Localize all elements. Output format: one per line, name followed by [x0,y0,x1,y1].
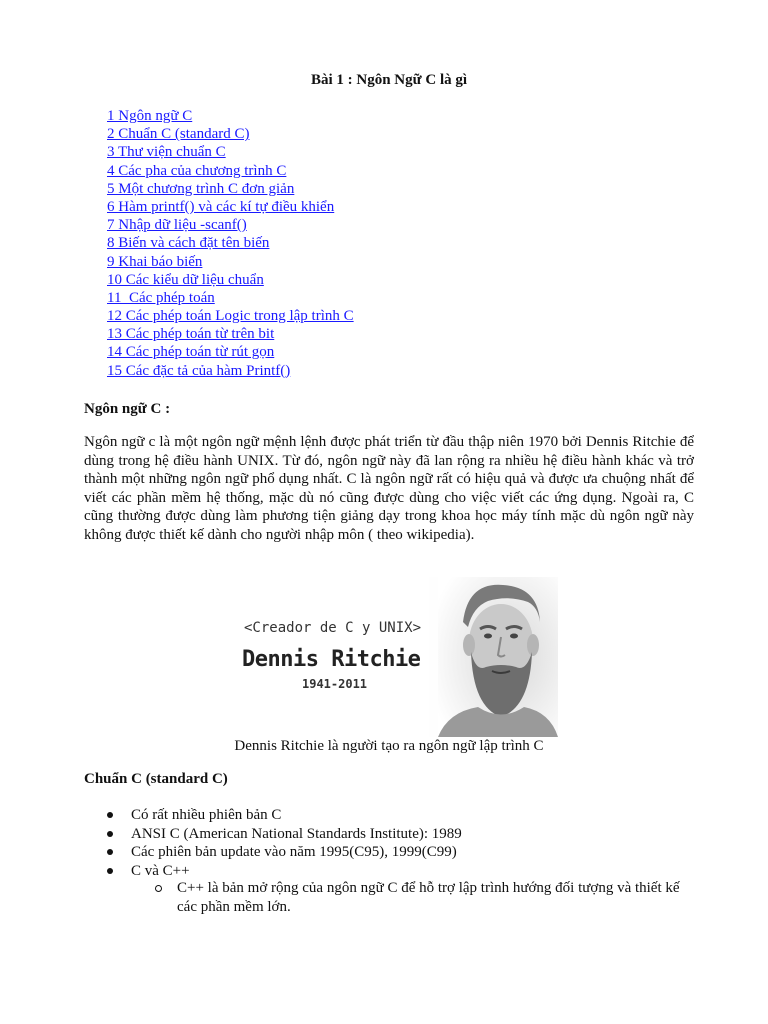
bullet-icon [107,831,113,837]
toc-link[interactable]: 13 Các phép toán từ trên bit [107,326,275,343]
circle-bullet-icon [155,885,162,892]
list-item [105,825,462,844]
toc-link[interactable]: 12 Các phép toán Logic trong lập trình C [107,308,354,325]
toc-item[interactable] [107,180,354,198]
dennis-ritchie-figure [228,577,558,737]
toc-link[interactable]: 5 Một chương trình C đơn giản [107,180,295,197]
figure-caption: Dennis Ritchie là người tạo ra ngôn ngữ lập trình C [234,738,544,754]
list-item [105,843,462,862]
toc-link[interactable]: 3 Thư viện chuẩn C [107,144,226,161]
intro-paragraph: Ngôn ngữ c là một ngôn ngữ mệnh lệnh được phát triển từ đầu thập niên 1970 bởi Dennis Ritchie để dùng trong hệ điều hành UNIX. Từ đó, ngôn ngữ này đã lan rộng ra nhiều hệ điều hành khác và trở thành một những ngôn ngữ phổ dụng nhất. C là ngôn ngữ rất có hiệu quả và được ưa chuộng nhất để viết các phần mềm hệ thống, mặc dù nó cũng được dùng cho việc viết các ứng dụng. Ngoài ra, C cũng thường được dùng làm phương tiện giảng dạy trong khoa học máy tính mặc dù ngôn ngữ này không được thiết kế dành cho người nhập môn ( theo wikipedia). [84,434,694,543]
toc-link[interactable]: 11 Các phép toán [107,289,215,306]
toc-item[interactable] [107,125,354,143]
bullet-icon [107,849,113,855]
toc-link[interactable]: 7 Nhập dữ liệu -scanf() [107,217,247,234]
toc-item[interactable] [107,216,354,234]
toc-link[interactable]: 14 Các phép toán từ rút gọn [107,344,275,361]
bullet-icon [107,812,113,818]
sub-list-item-text: C++ là bản mở rộng của ngôn ngữ C để hỗ trợ lập trình hướng đối tượng và thiết kế các phần mềm lớn. [177,880,680,915]
toc-link[interactable]: 10 Các kiểu dữ liệu chuẩn [107,271,264,288]
portrait-image [438,577,558,737]
toc-item[interactable] [107,307,354,325]
list-item-text: Có rất nhiều phiên bản C [131,807,282,823]
list-item-text: Các phiên bản update vào năm 1995(C95), 1999(C99) [131,844,457,860]
table-of-contents [107,107,354,380]
list-item [105,862,462,881]
list-item-text: ANSI C (American National Standards Institute): 1989 [131,825,462,842]
toc-link[interactable]: 2 Chuẩn C (standard C) [107,126,250,143]
sub-list-item [155,879,695,917]
toc-link[interactable]: 8 Biến và cách đặt tên biến [107,235,270,252]
toc-item[interactable] [107,143,354,161]
bullet-icon [107,868,113,874]
toc-link[interactable]: 15 Các đặc tả của hàm Printf() [107,362,291,379]
toc-item[interactable] [107,343,354,361]
toc-item[interactable] [107,362,354,380]
toc-item[interactable] [107,253,354,271]
toc-item[interactable] [107,162,354,180]
toc-link[interactable]: 1 Ngôn ngữ C [107,108,193,124]
list-item-text: C và C++ [131,862,190,879]
toc-link[interactable]: 4 Các pha của chương trình C [107,162,287,179]
toc-item[interactable] [107,289,354,307]
toc-item[interactable] [107,198,354,216]
section-heading-c-language: Ngôn ngữ C : [84,401,171,417]
toc-link[interactable]: 9 Khai báo biến [107,253,203,270]
toc-item[interactable] [107,107,354,125]
toc-item[interactable] [107,234,354,252]
toc-item[interactable] [107,271,354,289]
standard-c-list [105,806,462,880]
figure-subtitle: <Creador de C y UNIX> [244,620,422,636]
figure-years: 1941-2011 [302,677,368,691]
toc-item[interactable] [107,325,354,343]
list-item [105,806,462,825]
page-title: Bài 1 : Ngôn Ngữ C là gì [310,72,468,88]
figure-name: Dennis Ritchie [242,647,421,672]
toc-link[interactable]: 6 Hàm printf() và các kí tự điều khiển [107,198,335,215]
section-heading-standard-c: Chuẩn C (standard C) [84,771,228,787]
